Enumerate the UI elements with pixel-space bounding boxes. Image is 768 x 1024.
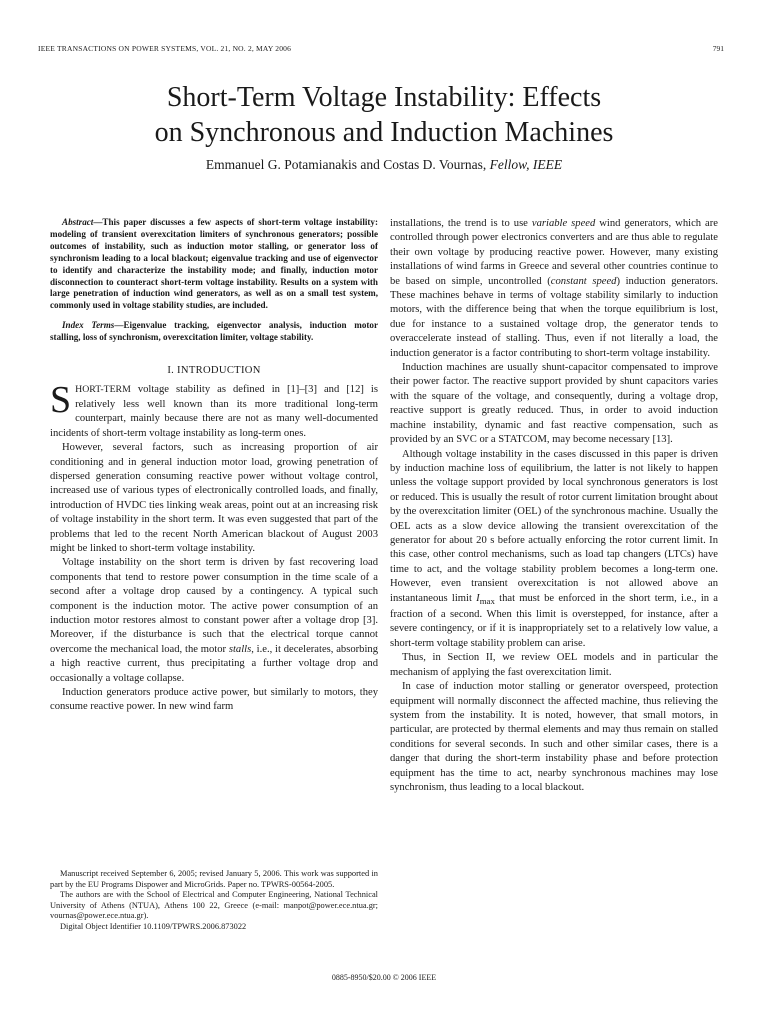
footnote-affiliation: The authors are with the School of Electrical and Computer Engineering, National Technical University of Athens (NTUA), Athens 100 22, Greece (e-mail: manpot@power.ece.ntua.gr; vournas@power.ece.ntua.gr).: [50, 890, 378, 920]
right-p1-a: installations, the trend is to use: [390, 218, 532, 229]
left-column: [50, 217, 378, 715]
right-paragraph-5: In case of induction motor stalling or generator overspeed, protection equipment will normally disconnect the affected machine, thus relieving the system from the instability. It is noted, however, that small motors, in particular, are protected by thermal elements and may thus remain on stalled conditions for several seconds. In such and other similar cases, there is a danger that during the short-term instability phase and before protection equipment has the time to act, nearby synchronous machines may lose synchronism, thus leading to a local blackout.: [390, 681, 718, 793]
intro-p3-italic: stalls: [228, 643, 252, 655]
right-p1-italic-1: variable speed: [531, 218, 596, 229]
title-line-2: on Synchronous and Induction Machines: [154, 117, 614, 148]
section-title-rest: NTRODUCTION: [180, 365, 261, 377]
imax-subscript: max: [479, 595, 495, 606]
right-paragraph-3: [390, 448, 718, 652]
abstract-dash: —: [93, 217, 103, 227]
right-p1-italic-2: constant speed: [550, 275, 617, 287]
index-terms-label: Index Terms: [62, 320, 115, 331]
paper-title: [0, 80, 768, 150]
footnote-manuscript: Manuscript received September 6, 2005; revised January 5, 2006. This work was supported in part by the EU Programs Dispower and MicroGrids. Paper no. TPWRS-00564-2005.: [50, 869, 378, 889]
section-heading-introduction: [50, 364, 378, 378]
footnotes: [50, 869, 378, 932]
index-terms-text: Eigenvalue tracking, eigenvector analysis, induction motor stalling, loss of synchronism, overexcitation limiter, voltage stability.: [50, 320, 378, 343]
intro-p3-end: , i.e., it decelerates, absorbing a high reactive current, thus precipitating a further voltage drop and occasionally a voltage collapse.: [50, 643, 378, 684]
abstract-label: Abstract: [62, 217, 94, 227]
footnote-doi: Digital Object Identifier 10.1109/TPWRS.2006.873022: [60, 921, 247, 931]
section-number: I.: [167, 365, 175, 377]
index-terms: [50, 320, 378, 344]
right-paragraph-4: Thus, in Section II, we review OEL models and in particular the mechanism of applying the fast overexcitation limit.: [390, 652, 718, 678]
page-number: 791: [712, 44, 724, 53]
right-p3-b: that must be enforced in the short term, i.e., in a fraction of a second. When this limit is overstepped, for instance, after a severe contingency, or if it is inappropriately set to a relatively low value, a short-term voltage stability problem can arise.: [390, 592, 718, 649]
section-first-letter: I: [177, 365, 181, 377]
title-line-1: Short-Term Voltage Instability: Effects: [166, 82, 602, 113]
author-line: [0, 157, 768, 173]
index-terms-dash: —: [114, 320, 124, 331]
right-p1-b: wind generators, which are controlled through power electronics converters and are thus able to regulate their own voltage by producing reactive power. However, many existing installations of wind farms in Greece and several other countries continue to be based on simple, uncontrolled (: [390, 218, 718, 287]
right-p3-a: Although voltage instability in the cases discussed in this paper is driven by induction machine loss of equilibrium, the latter is not likely to happen unless the voltage support provided by local synchronous generators is lost or reduced. This is usually the result of rotor current limitation brought about by the overexcitation limiter (OEL) of the synchronous machine. Usually the OEL acts as a slow device allowing the transient overexcitation of the generator for about 20 s before actually enforcing the rotor current limit. In this case, other control mechanisms, such as load tap changers (LTCs) have time to act, and the voltage stability problem becomes a long-term one. However, even transient overexcitation is not allowed above an instantaneous limit: [390, 448, 718, 604]
copyright-line: 0885-8950/$20.00 © 2006 IEEE: [331, 973, 437, 982]
author-names: Emmanuel G. Potamianakis and Costas D. Vournas,: [205, 157, 487, 172]
intro-paragraph-2: However, several factors, such as increasing proportion of air conditioning and in general induction motor load, growing penetration of dispersed generation consuming reactive power without voltage control, increased use of various types of electronically controlled loads, and finally, introduction of HVDC ties linking weak areas, point out at an increasing risk of voltage instability in the short term. It was even suggested that part of the problems that led to the recent North American blackout of August 2003 might be linked to short-term voltage instability.: [50, 442, 378, 554]
right-p1-c: ) induction generators. These machines behave in terms of voltage stability similarly to induction motors, with the difference being that when the torque equilibrium is lost, due for instance to a sustained voltage drop, the generator tends to overaccelerate instead of stalling. Thus, even if not literally a load, the induction generator is a factor contributing to short-term voltage instability.: [390, 275, 718, 359]
right-column: [390, 217, 718, 795]
intro-paragraph-4: Induction generators produce active power, but similarly to motors, they consume reactive power. In new wind farm: [50, 687, 378, 713]
running-head: IEEE TRANSACTIONS ON POWER SYSTEMS, VOL. 21, NO. 2, MAY 2006: [38, 44, 292, 53]
author-role: Fellow, IEEE: [489, 157, 563, 172]
right-paragraph-2: Induction machines are usually shunt-capacitor compensated to improve their power factor. The reactive support provided by shunt capacitors varies with the square of the voltage, and consequently, during a voltage drop, reactive support is greatly reduced. Thus, in order to avoid induction machine instability, dynamic and fast reactive compensation, such as provided by an SVC or a STATCOM, may become necessary [13].: [390, 362, 718, 446]
abstract-text: This paper discusses a few aspects of short-term voltage instability: modeling of transient overexcitation limiters of synchronous generators; possible outcomes of instability, such as induction motor stalling, or generator loss of synchronism leading to a local blackout; eigenvalue tracking and use of eigenvector to identify and characterize the instability mode; and finally, induction motor disconnection to counteract short-term voltage instability. Results on a system with large penetration of induction wind generators, as well as on a small test system, commonly used in voltage stability studies, are included.: [50, 217, 378, 311]
imax-symbol: I: [476, 592, 480, 604]
intro-p1-text: voltage stability as defined in [1]–[3] and [12] is relatively less well known than its more traditional long-term counterpart, mainly because there are not as many well-documented incidents of short-term voltage instability as long-term ones.: [50, 384, 378, 439]
right-paragraph-1: [390, 217, 718, 361]
intro-p3-start: Voltage instability on the short term is driven by fast recovering load components that tend to restore power consumption in the time scale of a second after a voltage drop caused by a contingency. A typical such component is the induction motor. The active power consumption of an induction motor restores almost to constant power after a voltage drop [3]. Moreover, if the disturbance is such that the electrical torque cannot overcome the mechanical load, the motor: [50, 557, 378, 655]
intro-paragraph-3: [50, 556, 378, 686]
intro-paragraph-1: [50, 379, 378, 441]
drop-cap: S: [50, 379, 72, 422]
abstract: [50, 217, 378, 312]
lead-caps: HORT-TERM: [75, 384, 131, 396]
